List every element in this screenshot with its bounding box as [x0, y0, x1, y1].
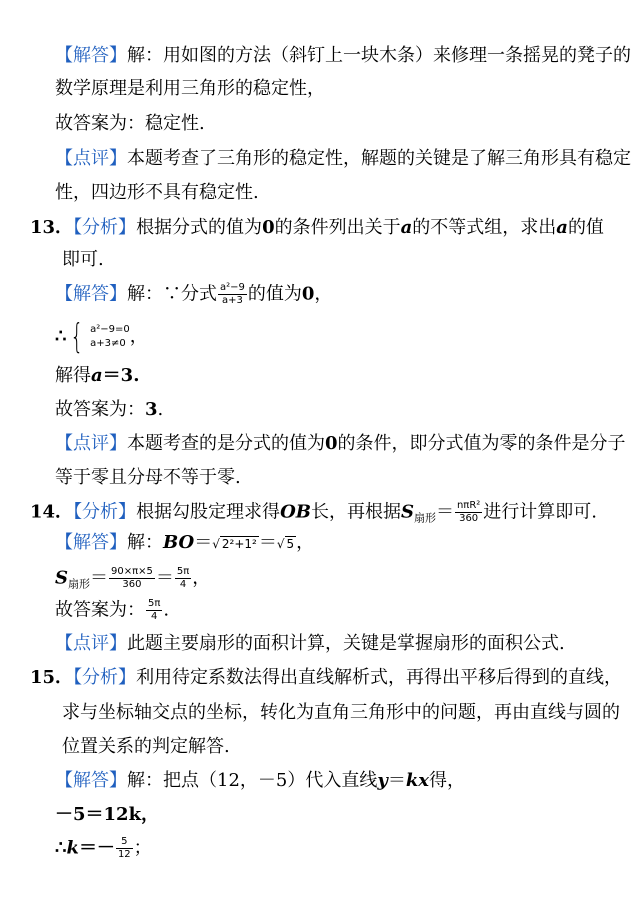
answer-line-2: [55, 77, 325, 101]
text: 解：∵分式: [127, 283, 217, 305]
radicand: 2²+1²: [221, 537, 257, 551]
q15-analysis-line-2: [62, 701, 620, 725]
text: ＝: [194, 532, 213, 553]
numerator: 5π: [148, 598, 161, 609]
fraction: [455, 500, 482, 525]
comment-tag: 【点评】: [55, 433, 127, 454]
q13-answer-line-1: [55, 282, 332, 307]
q13-comment-line-2: [55, 466, 241, 490]
text: ，: [192, 567, 211, 589]
answer-tag: 【解答】: [55, 45, 127, 66]
text: 解：: [127, 532, 163, 553]
text: 求与坐标轴交点的坐标，转化为直角三角形中的问题，再由直线与圆的: [62, 702, 620, 723]
text: 故答案为：: [55, 599, 145, 621]
text: 本题考查了三角形的稳定性，解题的关键是了解三角形具有稳定: [127, 148, 631, 169]
answer-tag: 【解答】: [55, 532, 127, 553]
therefore-symbol: ∴: [55, 326, 67, 347]
q13-analysis-line-1: [30, 216, 604, 240]
answer-line-1: [55, 44, 631, 68]
text: 得，: [429, 770, 466, 791]
variable: a: [400, 217, 413, 238]
numerator: nπR²: [456, 500, 481, 511]
q14-analysis-line: [30, 500, 597, 531]
text: ＝: [155, 567, 174, 589]
variable: S: [55, 567, 68, 589]
text: 解：把点（12，－5）代入直线: [127, 770, 378, 791]
text: －5＝12k，: [55, 804, 160, 825]
denominator: 4: [151, 611, 158, 622]
denominator: 12: [117, 849, 131, 860]
q15-k-line: [55, 836, 152, 861]
text: 的值为: [247, 283, 302, 305]
q13-result-line: [55, 398, 163, 422]
comment-tag: 【点评】: [55, 148, 127, 169]
q13-analysis-line-2: [62, 248, 104, 272]
text: 数学原理是利用三角形的稳定性，: [55, 78, 325, 99]
text: 性，四边形不具有稳定性.: [55, 182, 259, 203]
fraction: [116, 836, 133, 861]
numerator: 90×π×5: [111, 566, 153, 577]
answer-tag: 【解答】: [55, 283, 127, 305]
answer-line-3: [55, 112, 205, 136]
q14-answer-line-1: [55, 531, 314, 556]
fraction: [109, 566, 155, 591]
q15-answer-line-1: [55, 769, 465, 793]
text: .: [163, 599, 170, 621]
subscript: 扇形: [68, 577, 90, 591]
denominator: 4: [179, 579, 187, 590]
text: 位置关系的判定解答.: [62, 736, 230, 757]
q15-analysis-line-1: [30, 666, 622, 690]
question-number: 13．: [30, 217, 74, 238]
variable: y: [377, 770, 388, 791]
q13-comment-line-1: [55, 432, 626, 456]
numerator: a²−9: [220, 282, 245, 293]
variable: k: [66, 837, 79, 859]
variable: BO: [163, 532, 195, 553]
text: 的值: [567, 217, 604, 238]
question-number: 15．: [30, 667, 74, 688]
text: 此题主要扇形的面积计算，关键是掌握扇形的面积公式.: [127, 633, 565, 654]
text: 利用待定系数法得出直线解析式，再得出平移后得到的直线，: [136, 667, 623, 688]
variable: kx: [405, 770, 430, 791]
text: 解：用如图的方法（斜钉上一块木条）来修理一条摇晃的凳子的: [127, 45, 631, 66]
text: ，: [129, 326, 148, 347]
q15-analysis-line-3: [62, 735, 230, 759]
text: 长，再根据: [310, 501, 401, 523]
analysis-tag: 【分析】: [73, 501, 137, 523]
square-root: √ 2²+1²: [212, 537, 257, 551]
text: 根据分式的值为: [136, 217, 263, 238]
numerator: 5: [116, 836, 133, 849]
subscript: 扇形: [413, 511, 436, 525]
text: ，: [314, 283, 333, 305]
text: ＝: [387, 770, 406, 791]
brace-icon: {: [70, 317, 84, 357]
comment-tag: 【点评】: [55, 633, 127, 654]
equation-row: a+3≠0: [90, 338, 126, 349]
text: ＝: [258, 532, 277, 553]
q14-area-line: [55, 566, 210, 597]
text: 即可.: [62, 249, 104, 270]
text: 本题考查的是分式的值为: [127, 433, 325, 454]
equation-row: a²−9=0: [90, 324, 130, 335]
q13-solve-line: [55, 364, 139, 388]
text: ；: [133, 837, 152, 859]
denominator: 360: [122, 579, 142, 590]
q14-comment-line: [55, 632, 565, 656]
analysis-tag: 【分析】: [73, 217, 137, 238]
text: .: [157, 399, 164, 420]
therefore-symbol: ∴: [55, 837, 67, 859]
question-number: 14．: [30, 501, 74, 523]
fraction: [218, 282, 247, 307]
fraction: [146, 598, 162, 623]
text: ＝3.: [102, 365, 140, 386]
variable: a: [556, 217, 568, 238]
text: 0: [262, 217, 275, 238]
text: ＝: [90, 567, 108, 589]
q13-system-line: [55, 317, 148, 357]
text: ，: [296, 532, 315, 553]
text: 等于零且分母不等于零.: [55, 467, 241, 488]
text: ＝: [435, 501, 454, 523]
text: 根据勾股定理求得: [136, 501, 281, 523]
variable: OB: [280, 501, 311, 523]
text: 解得: [55, 365, 91, 386]
comment-line-2: [55, 181, 259, 205]
text: 3: [145, 399, 158, 420]
text: 0: [325, 433, 338, 454]
variable: S: [400, 501, 414, 523]
equation-system: [66, 317, 130, 357]
analysis-tag: 【分析】: [73, 667, 137, 688]
fraction: [175, 566, 191, 591]
q15-equation-line: [55, 803, 159, 827]
text: ＝－: [78, 837, 115, 859]
text: 的条件列出关于: [274, 217, 401, 238]
variable: a: [91, 365, 103, 386]
text: 的不等式组，求出: [412, 217, 557, 238]
numerator: 5π: [176, 566, 190, 577]
text: 进行计算即可.: [483, 501, 598, 523]
text: 0: [301, 283, 315, 305]
radicand: 5: [286, 537, 295, 551]
text: 故答案为：: [55, 399, 145, 420]
text: 的条件，即分式值为零的条件是分子: [337, 433, 626, 454]
q14-result-line: [55, 598, 169, 623]
text: 故答案为：稳定性.: [55, 113, 205, 134]
denominator: 360: [459, 513, 479, 524]
denominator: a+3: [222, 295, 243, 306]
answer-tag: 【解答】: [55, 770, 127, 791]
comment-line-1: [55, 147, 631, 171]
square-root: √ 5: [276, 537, 295, 551]
